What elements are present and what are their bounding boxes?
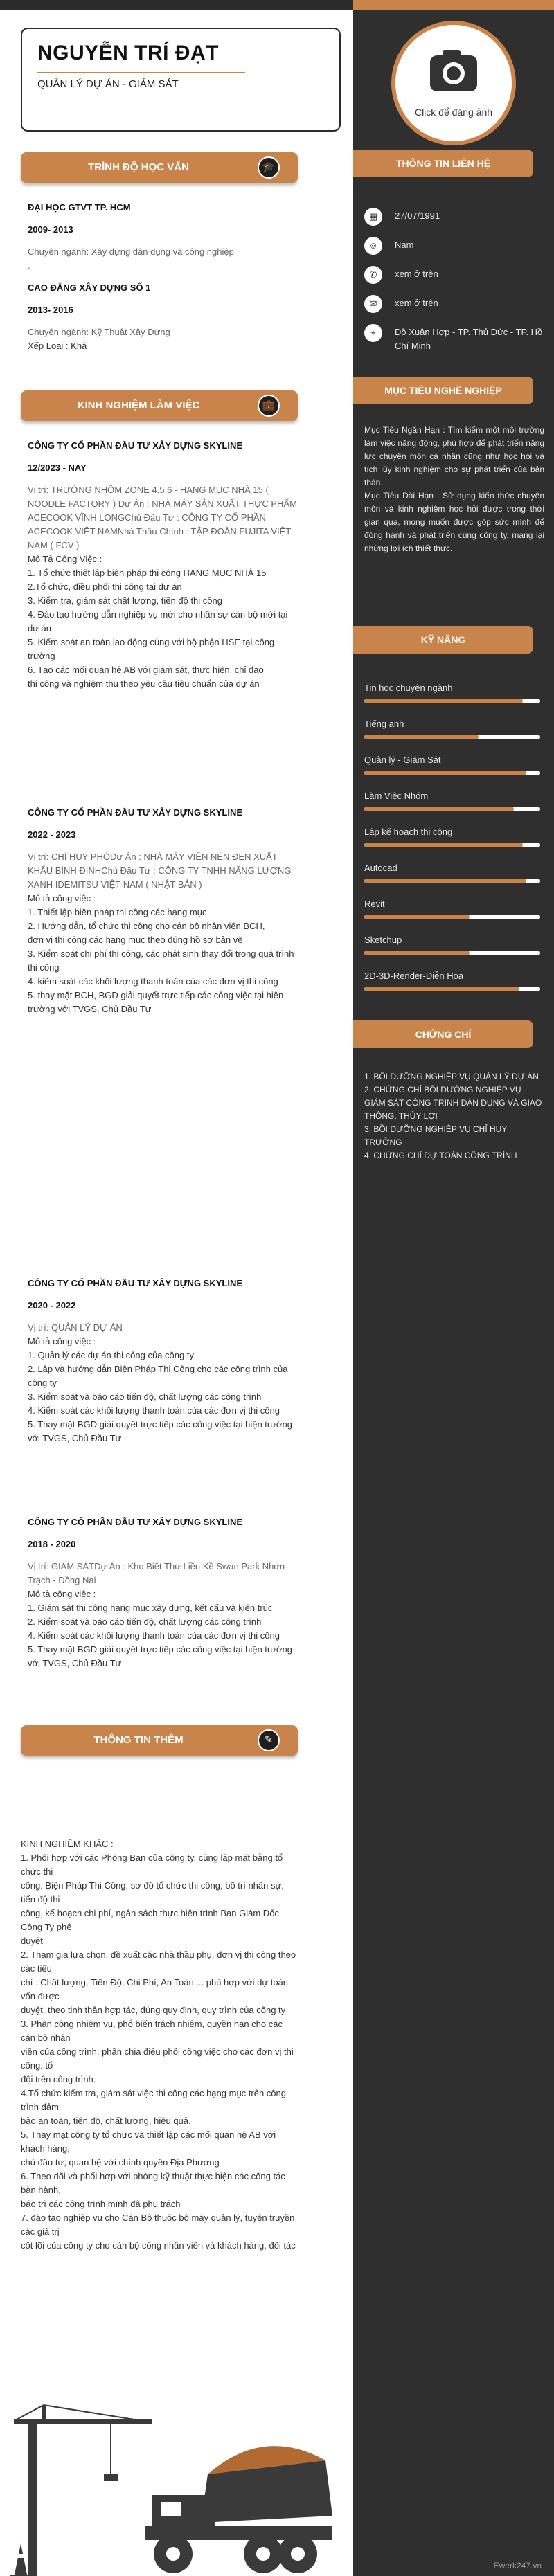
contact-text: Nam <box>395 240 414 250</box>
job-desc-title: Mô tả công việc : <box>28 1589 96 1599</box>
contact-heading: THÔNG TIN LIÊN HỆ <box>353 150 533 177</box>
job-task: 1. Quản lý các dự án thi công của công ty <box>28 1350 194 1360</box>
skill-bar <box>364 879 540 883</box>
certs-heading: CHỨNG CHỈ <box>353 1020 533 1048</box>
job-task: thi công và nghiệm thu theo yêu cầu tiêu chuẩn của dự án <box>28 678 260 689</box>
skill-bar <box>364 987 540 991</box>
extra-line: 4.Tổ chức kiểm tra, giám sát việc thi công các hạng mục trên công trình đảm <box>21 2088 286 2112</box>
skill-name: Revit <box>364 899 385 909</box>
certs-list <box>364 1070 544 1162</box>
extra-line: chủ đầu tư, quan hệ với chính quyền Địa Phương <box>21 2157 220 2168</box>
skills-heading: KỸ NĂNG <box>353 626 533 654</box>
avatar-upload[interactable] <box>391 21 516 145</box>
email-icon: ✉ <box>364 295 382 313</box>
extra-line: bảo an toàn, tiến độ, chất lượng, hiệu quả. <box>21 2116 191 2126</box>
phone-icon: ✆ <box>364 266 382 284</box>
experience-heading-label: KINH NGHIỆM LÀM VIỆC <box>77 399 200 411</box>
job-task: 2.Tổ chức, điều phối thi công tại dự án <box>28 582 182 592</box>
job-task: 3. Kiểm soát và báo cáo tiến độ, chất lượng các công trình <box>28 1391 262 1402</box>
job-desc-title: Mô tả công việc : <box>28 893 96 903</box>
name-box <box>21 28 341 132</box>
skill-name: Sketchup <box>364 935 402 945</box>
job-task: 1. Thiết lập biện pháp thi công các hạng mục <box>28 907 207 917</box>
experience-heading <box>21 390 298 421</box>
extra-line: chí : Chất lượng, Tiến Độ, Chi Phí, An Toàn ... phù hợp với dự toán vốn được <box>21 1977 289 2001</box>
extra-line: báo trì các công trình mình đã phụ trách <box>21 2199 181 2209</box>
job-task: 2. Lập và hướng dẫn Biện Pháp Thi Công cho các công trình của công ty <box>28 1364 288 1388</box>
skill-item <box>364 899 544 919</box>
job-task: 5. Kiểm soát an toàn lao động cùng với bộ phận HSE tại công trường <box>28 637 275 661</box>
candidate-role: QUẢN LÝ DỰ ÁN - GIÁM SÁT <box>37 78 179 90</box>
extra-heading-label: THÔNG TIN THÊM <box>93 1734 184 1746</box>
skill-name: Tiếng anh <box>364 719 404 729</box>
skill-bar-fill <box>364 915 470 919</box>
skill-name: Tin học chuyên ngành <box>364 683 453 693</box>
extra-line: viên của công trình. phân chia điều phối công việc cho các đơn vị thi công, tổ <box>21 2046 294 2071</box>
job-task: 4. Kiểm soát các khối lượng thanh toán của các đơn vị thi công <box>28 1405 280 1416</box>
extra-line: đội trên công trình. <box>21 2074 96 2084</box>
skill-name: Lập kế hoạch thi công <box>364 827 453 837</box>
job-task: 3. Kiểm soát chi phí thi công, các phát sinh thay đổi trong quá trình thi công <box>28 948 294 973</box>
skill-bar <box>364 771 540 775</box>
skill-item <box>364 827 544 847</box>
contact-text: xem ở trên <box>395 298 438 308</box>
cert-item: 1. BỒI DƯỠNG NGHIỆP VỤ QUẢN LÝ DỰ ÁN <box>364 1072 539 1081</box>
cert-item: 3. BỒI DƯỠNG NGHIỆP VỤ CHỈ HUY TRƯỞNG <box>364 1124 508 1147</box>
school-note: Xếp Loại : Khá <box>28 341 87 351</box>
skill-item <box>364 935 544 955</box>
job-task: 4. Đào tạo hướng dẫn nghiệp vụ mới cho nhân sự cán bộ mới tại dự án <box>28 609 288 633</box>
construction-illustration <box>0 2391 353 2576</box>
top-strip-accent <box>353 0 554 10</box>
calendar-icon: ▦ <box>364 208 382 226</box>
company-name: CÔNG TY CỔ PHẦN ĐẦU TƯ XÂY DỰNG SKYLINE <box>28 1278 243 1288</box>
job-task: 5. thay mặt BCH, BGD giải quyết trực tiếp các công việc tại hiện trường với TVGS, Chủ Đầu Tư <box>28 990 284 1014</box>
contact-text: 27/07/1991 <box>395 210 440 221</box>
candidate-name: NGUYỄN TRÍ ĐẠT <box>37 42 219 64</box>
extra-entry <box>21 1837 298 2253</box>
skill-bar <box>364 699 540 703</box>
goal-short: Mục Tiêu Ngắn Hạn : Tìm kiếm một môi trường làm việc năng động, phù hợp để phát triển năng lực chuyên môn cá nhân cũng như học hỏi và tích lũy kinh nghiệm cho sự phát triển của bản thân. <box>364 425 544 487</box>
skill-bar-fill <box>364 879 526 883</box>
extra-line: công, kế hoạch chi phí, ngân sách thực hiện trình Ban Giám Đốc Công Ty phê <box>21 1908 279 1932</box>
skill-bar <box>364 843 540 847</box>
top-strip <box>0 0 554 10</box>
job-task: 6. Tạo các mối quan hệ AB với giám sát, thực hiện, chỉ đạo <box>28 665 264 675</box>
company-name: CÔNG TY CỔ PHẦN ĐẦU TƯ XÂY DỰNG SKYLINE <box>28 807 243 818</box>
skill-item <box>364 719 544 739</box>
contact-row <box>364 209 544 223</box>
extra-title: KINH NGHIỆM KHÁC : <box>21 1839 114 1849</box>
skill-name: Quản lý - Giám Sát <box>364 755 441 765</box>
extra-line: 6. Theo dõi và phối hợp với phòng kỹ thuật thực hiện các công tác bàn hành, <box>21 2171 285 2195</box>
school-major: Chuyên ngành: Xây dựng dân dụng và công nghiệp <box>28 246 234 257</box>
job-task: 5. Thay mặt BGD giải quyết trực tiếp các công việc tại hiện trường với TVGS, Chủ Đầu Tư <box>28 1644 292 1668</box>
skill-bar <box>364 951 540 955</box>
contact-list <box>364 209 544 353</box>
skill-bar-fill <box>364 987 519 991</box>
school-major: Chuyên ngành: Kỹ Thuật Xây Dựng <box>28 327 170 337</box>
skill-bar-fill <box>364 843 523 847</box>
user-icon: ☺ <box>364 237 382 255</box>
contact-row <box>364 325 544 353</box>
education-heading-label: TRÌNH ĐỘ HỌC VẤN <box>88 161 189 173</box>
name-rule <box>37 72 245 73</box>
job-time: 2022 - 2023 <box>28 829 76 840</box>
school-note: . <box>28 260 30 271</box>
skill-name: Làm Việc Nhóm <box>364 791 429 801</box>
graduation-cap-icon: 🎓 <box>258 156 280 179</box>
skill-name: 2D-3D-Render-Diễn Họa <box>364 971 464 981</box>
job-desc-title: Mô tả công việc : <box>28 1336 96 1346</box>
extra-line: duyệt, theo tinh thần hợp tác, đúng quy định, quy trình của công ty <box>21 2005 286 2015</box>
goal-long: Mục Tiêu Dài Hạn : Sử dụng kiến thức chuyên môn và kinh nghiệm học hỏi được trong thời gian qua, mong muốn được góp sức mình để đóng hành và phát triển cùng công ty, mang lại những lợi ích thiết thực. <box>364 491 544 553</box>
pen-icon: ✎ <box>258 1729 280 1751</box>
skill-item <box>364 791 544 811</box>
goal-heading: MỤC TIÊU NGHỀ NGHIỆP <box>353 377 533 404</box>
job-time: 12/2023 - NAY <box>28 462 87 473</box>
extra-line: 2. Tham gia lựa chọn, đề xuất các nhà thầu phụ, đơn vị thi công theo các tiêu <box>21 1949 296 1974</box>
job-desc-title: Mô Tả Công Việc : <box>28 554 102 564</box>
skill-bar-fill <box>364 735 479 739</box>
left-column <box>0 10 353 2576</box>
job-position: Vị trí: CHỈ HUY PHÓDự Án : NHÀ MÁY VIÊN NÉN ĐEN XUẤT KHẨU BÌNH ĐỊNHChủ Đầu Tư : CÔNG TY TNHH NĂNG LƯỢNG XANH IDEMITSU VIỆT NAM ( NHẬT BẢN ) <box>28 852 292 890</box>
experience-entry-4 <box>28 1515 298 1670</box>
extra-line: 1. Phối hợp với các Phòng Ban của công ty, cùng lập mặt bằng tổ chức thi <box>21 1853 283 1877</box>
job-position: Vị trí: GIÁM SÁTDự Án : Khu Biệt Thự Liền Kề Swan Park Nhơn Trạch - Đồng Nai <box>28 1561 285 1585</box>
skill-bar-fill <box>364 771 526 775</box>
education-heading <box>21 152 298 183</box>
education-entry <box>28 201 298 353</box>
experience-entry-2 <box>28 806 298 1016</box>
skill-item <box>364 863 544 883</box>
camera-icon <box>430 55 477 91</box>
job-task: đơn vị thi công các hạng mục theo đúng hồ sơ bản vẽ <box>28 935 243 945</box>
school-time: 2009- 2013 <box>28 224 73 235</box>
avatar-caption: Click để đăng ảnh <box>414 107 493 118</box>
job-time: 2018 - 2020 <box>28 1539 76 1549</box>
right-column <box>353 10 554 2576</box>
skill-bar-fill <box>364 951 470 955</box>
briefcase-icon: 💼 <box>258 395 280 417</box>
job-task: 4. kiểm soát các khối lượng thanh toán của các đơn vị thi công <box>28 976 278 987</box>
company-name: CÔNG TY CỔ PHẦN ĐẦU TƯ XÂY DỰNG SKYLINE <box>28 440 243 451</box>
job-task: 5. Thay mặt BGD giải quyết trực tiếp các công việc tại hiện trường với TVGS, Chủ Đầu Tư <box>28 1419 292 1443</box>
extra-line: 7. đào tạo nghiệp vụ cho Cán Bộ thuộc bộ máy quản lý, tuyên truyền các giá trị <box>21 2213 295 2237</box>
contact-row <box>364 238 544 252</box>
job-task: 4. Kiểm soát các khối lượng thanh toán của các đơn vị thi công <box>28 1630 280 1641</box>
extra-heading <box>21 1725 298 1756</box>
experience-entry-3 <box>28 1277 298 1445</box>
job-task: 2. Hướng dẫn, tổ chức thi công cho cán bộ nhân viên BCH, <box>28 921 265 931</box>
contact-row <box>364 267 544 281</box>
extra-line: 5. Thay mặt công ty tổ chức và thiết lập các mối quan hệ AB với khách hàng, <box>21 2129 276 2154</box>
skill-item <box>364 683 544 703</box>
extra-line: cốt lõi của công ty cho cán bộ công nhân viên và khách hàng, đối tác <box>21 2240 296 2251</box>
job-task: 1. Giám sát thi công hạng mục xây dựng, kết cấu và kiến trúc <box>28 1603 273 1613</box>
skill-item <box>364 971 544 991</box>
goal-text <box>364 424 544 555</box>
extra-line: 3. Phân công nhiệm vụ, phổ biến trách nhiệm, quyền hạn cho các cán bộ nhân <box>21 2019 283 2043</box>
contact-text: xem ở trên <box>395 269 438 279</box>
company-name: CÔNG TY CỔ PHẦN ĐẦU TƯ XÂY DỰNG SKYLINE <box>28 1517 243 1527</box>
job-position: Vị trí: QUẢN LÝ DỰ ÁN <box>28 1322 123 1333</box>
contact-text: Đồ Xuân Hợp - TP. Thủ Đức - TP. Hồ Chí Minh <box>395 327 543 351</box>
school-name: ĐẠI HỌC GTVT TP. HCM <box>28 202 131 213</box>
job-position: Vị trí: TRƯỞNG NHÔM ZONE 4.5.6 - HẠNG MỤC NHÀ 15 ( NOODLE FACTORY ) Dự Án : NHÀ MÁY SẢN XUẤT THỰC PHẨM ACECOOK VĨNH LONGChủ Đầu Tư : CÔNG TY CỔ PHẦN ACECOOK VIỆT NAMNhà Thầu Chính : TẬP ĐOÀN FUJITA VIỆT NAM ( FCV ) <box>28 485 297 550</box>
job-task: 3. Kiểm tra, giám sát chất lượng, tiến độ thi công <box>28 595 222 606</box>
skill-item <box>364 755 544 775</box>
skill-bar-fill <box>364 699 523 703</box>
extra-line: công, Biện Pháp Thi Công, sơ đồ tổ chức thi công, bố trí nhân sự, tiến độ thi <box>21 1880 284 1904</box>
job-task: 1. Tổ chức thiết lập biện pháp thi công HẠNG MỤC NHÀ 15 <box>28 568 267 578</box>
cert-item: 2. CHỨNG CHỈ BỒI DƯỠNG NGHIỆP VỤ GIÁM SÁT CÔNG TRÌNH DÂN DỤNG VÀ GIAO THÔNG, THỦY LỢI <box>364 1085 542 1121</box>
skill-bar <box>364 915 540 919</box>
skill-name: Autocad <box>364 863 397 873</box>
job-time: 2020 - 2022 <box>28 1300 76 1310</box>
contact-row <box>364 296 544 310</box>
school-name: CAO ĐẲNG XÂY DỰNG SỐ 1 <box>28 282 151 293</box>
cert-item: 4. CHỨNG CHỈ DỰ TOÁN CÔNG TRÌNH <box>364 1151 517 1160</box>
watermark: Ewerk247.vn <box>493 2561 542 2570</box>
skill-bar <box>364 807 540 811</box>
school-time: 2013- 2016 <box>28 305 73 315</box>
experience-entry-1 <box>28 439 298 691</box>
extra-line: duyệt <box>21 1936 43 1946</box>
skill-bar <box>364 735 540 739</box>
job-task: 2. Kiểm soát và báo cáo tiến độ, chất lượng các công trình <box>28 1616 262 1627</box>
location-icon: ⌖ <box>364 324 382 342</box>
skill-bar-fill <box>364 807 514 811</box>
